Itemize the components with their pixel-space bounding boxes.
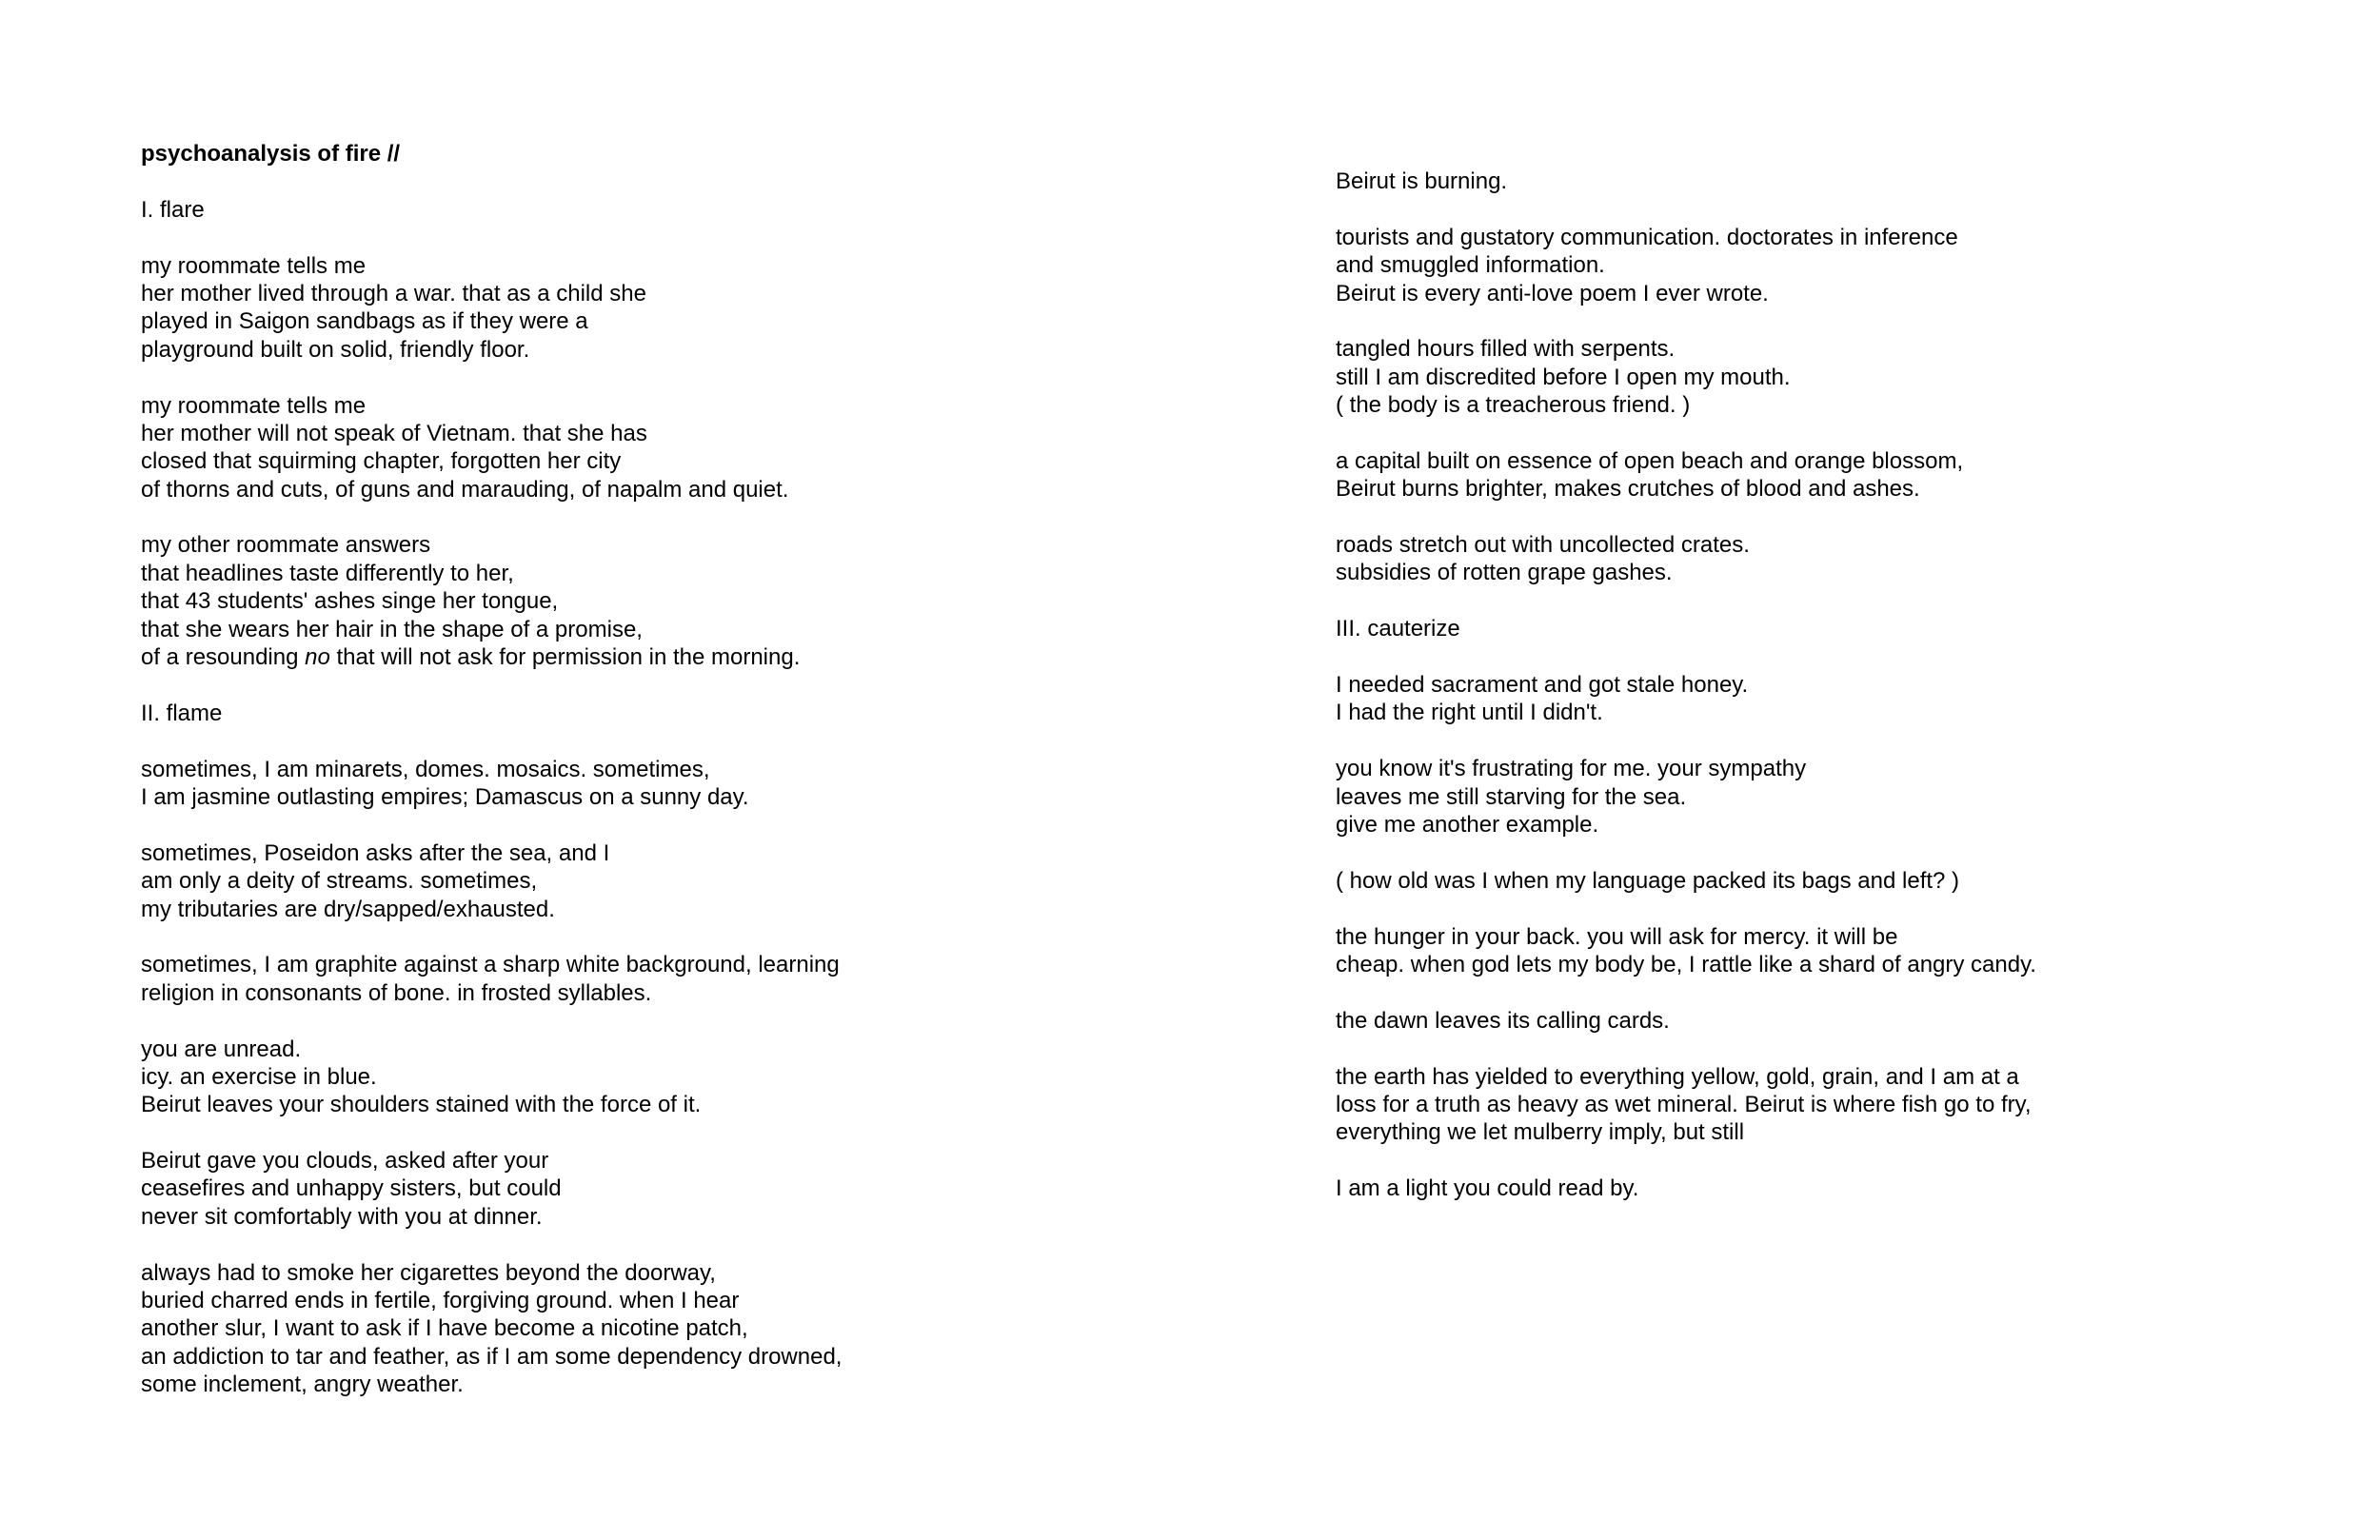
stanza bbox=[1336, 1007, 2335, 1035]
stanza bbox=[141, 392, 1188, 504]
poem-line: cheap. when god lets my body be, I rattle like a shard of angry candy. bbox=[1336, 951, 2036, 977]
stanza bbox=[1336, 755, 2335, 839]
poem-line: Beirut burns brighter, makes crutches of blood and ashes. bbox=[1336, 476, 1920, 503]
poem-line: sometimes, I am graphite against a sharp white background, learning bbox=[141, 952, 840, 978]
poem-column-right bbox=[1336, 168, 2335, 1231]
poem-line: and smuggled information. bbox=[1336, 252, 1605, 279]
poem-line: that headlines taste differently to her, bbox=[141, 560, 514, 586]
right-column-body bbox=[1336, 168, 2335, 1202]
poem-line: sometimes, Poseidon asks after the sea, and I bbox=[141, 839, 610, 866]
line-segment: of a resounding bbox=[141, 644, 306, 671]
poem-line: tangled hours filled with serpents. bbox=[1336, 336, 1676, 363]
poem-line: Beirut is every anti-love poem I ever wrote. bbox=[1336, 280, 1769, 306]
stanza bbox=[141, 951, 1188, 1007]
poem-line: that she wears her hair in the shape of a promise, bbox=[141, 616, 643, 642]
poem-line: am only a deity of streams. sometimes, bbox=[141, 868, 538, 895]
section-heading: II. flame bbox=[141, 700, 223, 726]
poem-line: still I am discredited before I open my mouth. bbox=[1336, 364, 1791, 390]
poem-line: my other roommate answers bbox=[141, 532, 431, 559]
poem-line: Beirut gave you clouds, asked after your bbox=[141, 1148, 549, 1175]
poem-line: ( how old was I when my language packed its bags and left? ) bbox=[1336, 867, 1960, 894]
poem-line: never sit comfortably with you at dinner. bbox=[141, 1203, 543, 1230]
stanza bbox=[1336, 923, 2335, 979]
poem-line: Beirut is burning. bbox=[1336, 168, 1508, 194]
poem-line: a capital built on essence of open beach and orange blossom, bbox=[1336, 447, 1964, 474]
stanza bbox=[141, 756, 1188, 812]
stanza bbox=[141, 1259, 1188, 1399]
stanza bbox=[1336, 671, 2335, 727]
stanza bbox=[1336, 224, 2335, 307]
section-heading: III. cauterize bbox=[1336, 616, 1460, 642]
poem-line: sometimes, I am minarets, domes. mosaics. sometimes, bbox=[141, 756, 710, 782]
poem-line: an addiction to tar and feather, as if I am some dependency drowned, bbox=[141, 1343, 843, 1370]
poem-line: ( the body is a treacherous friend. ) bbox=[1336, 392, 1691, 419]
stanza bbox=[1336, 1063, 2335, 1147]
stanza bbox=[1336, 168, 2335, 195]
poem-line: another slur, I want to ask if I have become a nicotine patch, bbox=[141, 1315, 748, 1342]
poem-line: icy. an exercise in blue. bbox=[141, 1063, 377, 1090]
poem-line: religion in consonants of bone. in frosted syllables. bbox=[141, 979, 652, 1006]
stanza bbox=[141, 839, 1188, 923]
stanza bbox=[141, 1036, 1188, 1119]
poem-line: I am a light you could read by. bbox=[1336, 1175, 1639, 1202]
poem-line: give me another example. bbox=[1336, 812, 1599, 838]
poem-line: leaves me still starving for the sea. bbox=[1336, 783, 1687, 810]
emphasized-word: no bbox=[305, 644, 330, 671]
stanza bbox=[141, 531, 1188, 671]
poem-line: buried charred ends in fertile, forgiving ground. when I hear bbox=[141, 1288, 740, 1314]
poem-line: you are unread. bbox=[141, 1036, 302, 1062]
poem-line: of thorns and cuts, of guns and marauding, of napalm and quiet. bbox=[141, 476, 789, 503]
poem-line: tourists and gustatory communication. doctorates in inference bbox=[1336, 224, 1958, 250]
poem-line: my roommate tells me bbox=[141, 392, 367, 419]
poem-line: you know it's frustrating for me. your sympathy bbox=[1336, 756, 1807, 782]
poem-line: playground built on solid, friendly floor. bbox=[141, 336, 530, 363]
poem-line: the dawn leaves its calling cards. bbox=[1336, 1007, 1670, 1034]
poem-line: some inclement, angry weather. bbox=[141, 1372, 464, 1398]
poem-column-left bbox=[141, 140, 1188, 1427]
poem-line bbox=[141, 643, 1188, 671]
stanza bbox=[1336, 447, 2335, 503]
poem-title: psychoanalysis of fire // bbox=[141, 141, 401, 167]
poem-line: everything we let mulberry imply, but still bbox=[1336, 1119, 1745, 1146]
stanza bbox=[141, 252, 1188, 365]
stanza bbox=[141, 1147, 1188, 1231]
poem-line: the hunger in your back. you will ask for mercy. it will be bbox=[1336, 923, 1898, 950]
poem-line: that 43 students' ashes singe her tongue, bbox=[141, 588, 559, 615]
poem-line: the earth has yielded to everything yellow, gold, grain, and I am at a bbox=[1336, 1063, 2019, 1090]
poem-line: played in Saigon sandbags as if they were a bbox=[141, 308, 588, 335]
poem-line: my tributaries are dry/sapped/exhausted. bbox=[141, 896, 555, 922]
poem-line: closed that squirming chapter, forgotten her city bbox=[141, 448, 622, 475]
poem-line: Beirut leaves your shoulders stained with the force of it. bbox=[141, 1092, 702, 1118]
poem-line: her mother lived through a war. that as a child she bbox=[141, 280, 646, 306]
poem-line: roads stretch out with uncollected crates. bbox=[1336, 532, 1750, 559]
left-column-body bbox=[141, 196, 1188, 1399]
line-segment: that will not ask for permission in the morning. bbox=[329, 644, 801, 671]
poem-line: ceasefires and unhappy sisters, but could bbox=[141, 1175, 562, 1202]
poem-line: her mother will not speak of Vietnam. that she has bbox=[141, 420, 647, 446]
stanza bbox=[1336, 867, 2335, 895]
stanza bbox=[1336, 1175, 2335, 1202]
stanza bbox=[1336, 335, 2335, 419]
poem-line: loss for a truth as heavy as wet mineral. Beirut is where fish go to fry, bbox=[1336, 1091, 2032, 1117]
section-heading: I. flare bbox=[141, 196, 205, 223]
poem-line: I needed sacrament and got stale honey. bbox=[1336, 672, 1749, 699]
poem-line: always had to smoke her cigarettes beyond the doorway, bbox=[141, 1259, 716, 1286]
poem-line: I had the right until I didn't. bbox=[1336, 700, 1603, 726]
poem-line: subsidies of rotten grape gashes. bbox=[1336, 560, 1673, 586]
stanza bbox=[1336, 531, 2335, 587]
poem-line: I am jasmine outlasting empires; Damascus on a sunny day. bbox=[141, 784, 749, 811]
poem-line: my roommate tells me bbox=[141, 252, 367, 279]
